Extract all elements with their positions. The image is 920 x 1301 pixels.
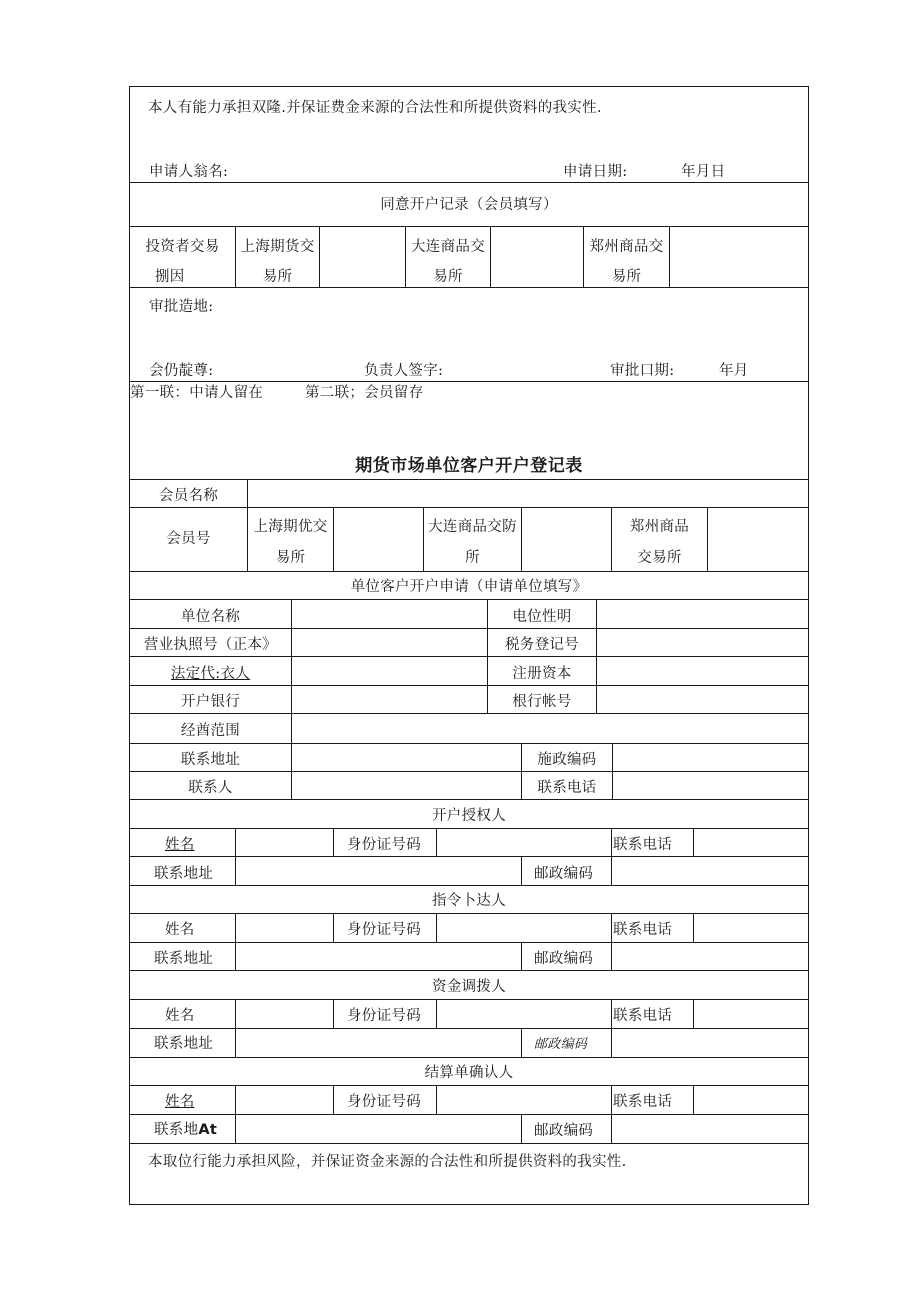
address-field[interactable] — [292, 744, 521, 771]
rule — [521, 856, 522, 885]
name-label: 姓名 — [165, 922, 195, 938]
rule — [333, 1085, 334, 1114]
address-field[interactable] — [236, 1115, 521, 1143]
section-header-settlement: 结算单确认人 — [424, 1065, 514, 1081]
dce-label: 大连商品交防 — [428, 519, 517, 535]
address-label-tail: At — [198, 1122, 218, 1138]
postcode-label: 邮政编码 — [534, 866, 594, 882]
address-label: 联系地址 — [154, 866, 214, 882]
phone-label: 联系电话 — [613, 1094, 673, 1110]
bank-field[interactable] — [292, 686, 487, 713]
id-number-label: 身份证号码 — [347, 922, 421, 938]
address-label — [154, 1121, 217, 1139]
rule — [319, 226, 320, 287]
rule — [333, 828, 334, 856]
rule — [333, 913, 334, 942]
postcode-label: 邮政编码 — [534, 951, 594, 967]
name-field[interactable] — [236, 1000, 333, 1028]
phone-label: 联系电话 — [613, 837, 673, 853]
address-field[interactable] — [236, 1029, 521, 1057]
rule — [521, 1114, 522, 1143]
shfe-label-2: 易所 — [262, 269, 293, 285]
postcode-field[interactable] — [613, 744, 808, 771]
postcode-label: 邮政编码 — [534, 1123, 594, 1139]
name-label: 姓名 — [165, 1094, 195, 1110]
dce-label-2: 易所 — [433, 269, 463, 285]
responsible-signature-label: 负责人签字: — [364, 363, 444, 379]
section-header-instructor: 指令卜达人 — [432, 893, 506, 909]
shfe-label: 上海期优交 — [253, 519, 328, 535]
unit-name-label: 单位名称 — [180, 609, 241, 625]
member-name-field[interactable] — [248, 480, 808, 507]
address-field[interactable] — [236, 857, 521, 885]
phone-field[interactable] — [694, 914, 808, 942]
rule — [129, 381, 809, 382]
approval-date-ym: 年月 — [719, 363, 749, 379]
unit-name-field[interactable] — [292, 600, 487, 628]
copy-note-first: 第一联：中请人留在 — [130, 385, 264, 401]
postcode-field[interactable] — [612, 943, 808, 970]
commitment-statement: 本人有能力承担双隆.并保证费金来源的合法性和所提供资料的我实性. — [148, 100, 602, 116]
address-label: 联系地址 — [180, 752, 241, 768]
rule — [129, 287, 809, 288]
rule — [129, 799, 809, 800]
consent-record-header: 同意开户记录（会员填写） — [380, 197, 558, 213]
unit-nature-field[interactable] — [597, 600, 808, 628]
business-license-field[interactable] — [292, 629, 487, 656]
phone-field[interactable] — [694, 829, 808, 856]
dce-label: 大连商品交 — [411, 239, 485, 255]
rule — [333, 999, 334, 1028]
czce-label: 郑州商品交 — [589, 239, 664, 255]
border-top — [129, 86, 809, 87]
investor-code-label-2: 捌因 — [155, 269, 185, 285]
address-field[interactable] — [236, 943, 521, 970]
dce-label-2: 所 — [465, 550, 480, 566]
business-license-label: 营业执照号（正本》 — [143, 637, 278, 653]
address-label-head: 联系地 — [154, 1122, 199, 1138]
id-number-field[interactable] — [437, 829, 611, 856]
registered-capital-field[interactable] — [597, 657, 808, 685]
name-label: 姓名 — [165, 837, 195, 853]
member-seal-label: 会仍靛尊: — [149, 363, 214, 379]
phone-label: 联系电话 — [613, 1008, 673, 1024]
phone-label: 联系电话 — [613, 922, 673, 938]
section-header-authorized: 开户授权人 — [432, 808, 506, 824]
postcode-label: 施政编码 — [537, 752, 597, 768]
id-number-field[interactable] — [437, 1000, 611, 1028]
id-number-label: 身份证号码 — [347, 1008, 421, 1024]
rule — [129, 571, 809, 572]
contact-person-field[interactable] — [292, 772, 521, 799]
final-statement: 本取位行能力承担风险，并保证资金来源的合法性和所提供资料的我实性. — [148, 1154, 627, 1170]
investor-code-label: 投资者交易 — [145, 239, 220, 255]
postcode-field[interactable] — [612, 1029, 808, 1057]
shfe-label: 上海期货交 — [240, 239, 315, 255]
approval-date-label: 审批口期: — [610, 363, 675, 379]
rule — [521, 942, 522, 970]
business-scope-label: 经酋范围 — [180, 723, 241, 739]
name-field[interactable] — [236, 829, 333, 856]
approval-opinion-label: 审批造地: — [149, 299, 214, 315]
id-number-field[interactable] — [437, 914, 611, 942]
rule — [129, 1143, 809, 1144]
contact-phone-label: 联系电话 — [537, 780, 597, 796]
phone-field[interactable] — [694, 1000, 808, 1028]
registered-capital-label: 注册资本 — [512, 666, 572, 682]
rule — [707, 507, 708, 571]
shfe-label-2: 易所 — [275, 550, 306, 566]
apply-date-ymd: 年月日 — [681, 164, 726, 180]
border-bottom — [129, 1204, 809, 1205]
rule — [490, 226, 491, 287]
contact-person-label: 联系人 — [188, 780, 233, 796]
rule — [129, 182, 809, 183]
member-name-label: 会员名称 — [158, 488, 219, 504]
bank-account-label: 根行帐号 — [512, 694, 572, 710]
unit-application-header: 单位客户开户申请（申请单位填写》 — [350, 579, 588, 595]
czce-label: 郑州商品 — [629, 519, 690, 535]
address-label: 联系地址 — [154, 951, 214, 967]
rule — [129, 1057, 809, 1058]
section-header-fund-transfer: 资金调拨人 — [432, 979, 506, 995]
tax-registration-field[interactable] — [597, 629, 808, 656]
border-right — [808, 86, 809, 1205]
id-number-label: 身份证号码 — [347, 837, 421, 853]
id-number-field[interactable] — [437, 1086, 611, 1114]
bank-account-field[interactable] — [597, 686, 808, 713]
id-number-label: 身份证号码 — [347, 1094, 421, 1110]
rule — [129, 226, 809, 227]
address-label: 联系地址 — [154, 1036, 214, 1052]
rule — [669, 226, 670, 287]
rule — [521, 507, 522, 571]
phone-field[interactable] — [694, 1086, 808, 1114]
legal-representative-label: 法定代:衣人 — [170, 666, 251, 682]
contact-phone-field[interactable] — [613, 772, 808, 799]
name-label: 姓名 — [165, 1008, 195, 1024]
name-field[interactable] — [236, 914, 333, 942]
postcode-field[interactable] — [612, 857, 808, 885]
legal-representative-field[interactable] — [292, 657, 487, 685]
czce-label-2: 交易所 — [637, 550, 682, 566]
postcode-label: 邮政编码 — [534, 1037, 588, 1052]
rule — [129, 970, 809, 971]
member-no-label: 会员号 — [166, 531, 211, 547]
name-field[interactable] — [236, 1086, 333, 1114]
rule — [333, 507, 334, 571]
rule — [129, 885, 809, 886]
rule — [521, 1028, 522, 1057]
business-scope-field[interactable] — [292, 714, 808, 743]
form-title: 期货市场单位客户开户登记表 — [355, 456, 583, 476]
unit-nature-label: 电位性明 — [512, 609, 572, 625]
postcode-field[interactable] — [612, 1115, 808, 1143]
bank-label: 开户银行 — [180, 694, 241, 710]
tax-registration-label: 税务登记号 — [505, 637, 579, 653]
czce-label-2: 易所 — [611, 269, 642, 285]
copy-note-second: 第二联；会员留存 — [305, 385, 424, 401]
apply-date-label: 申请日期: — [563, 164, 628, 180]
applicant-signature-label: 申请人翁名: — [149, 164, 229, 180]
